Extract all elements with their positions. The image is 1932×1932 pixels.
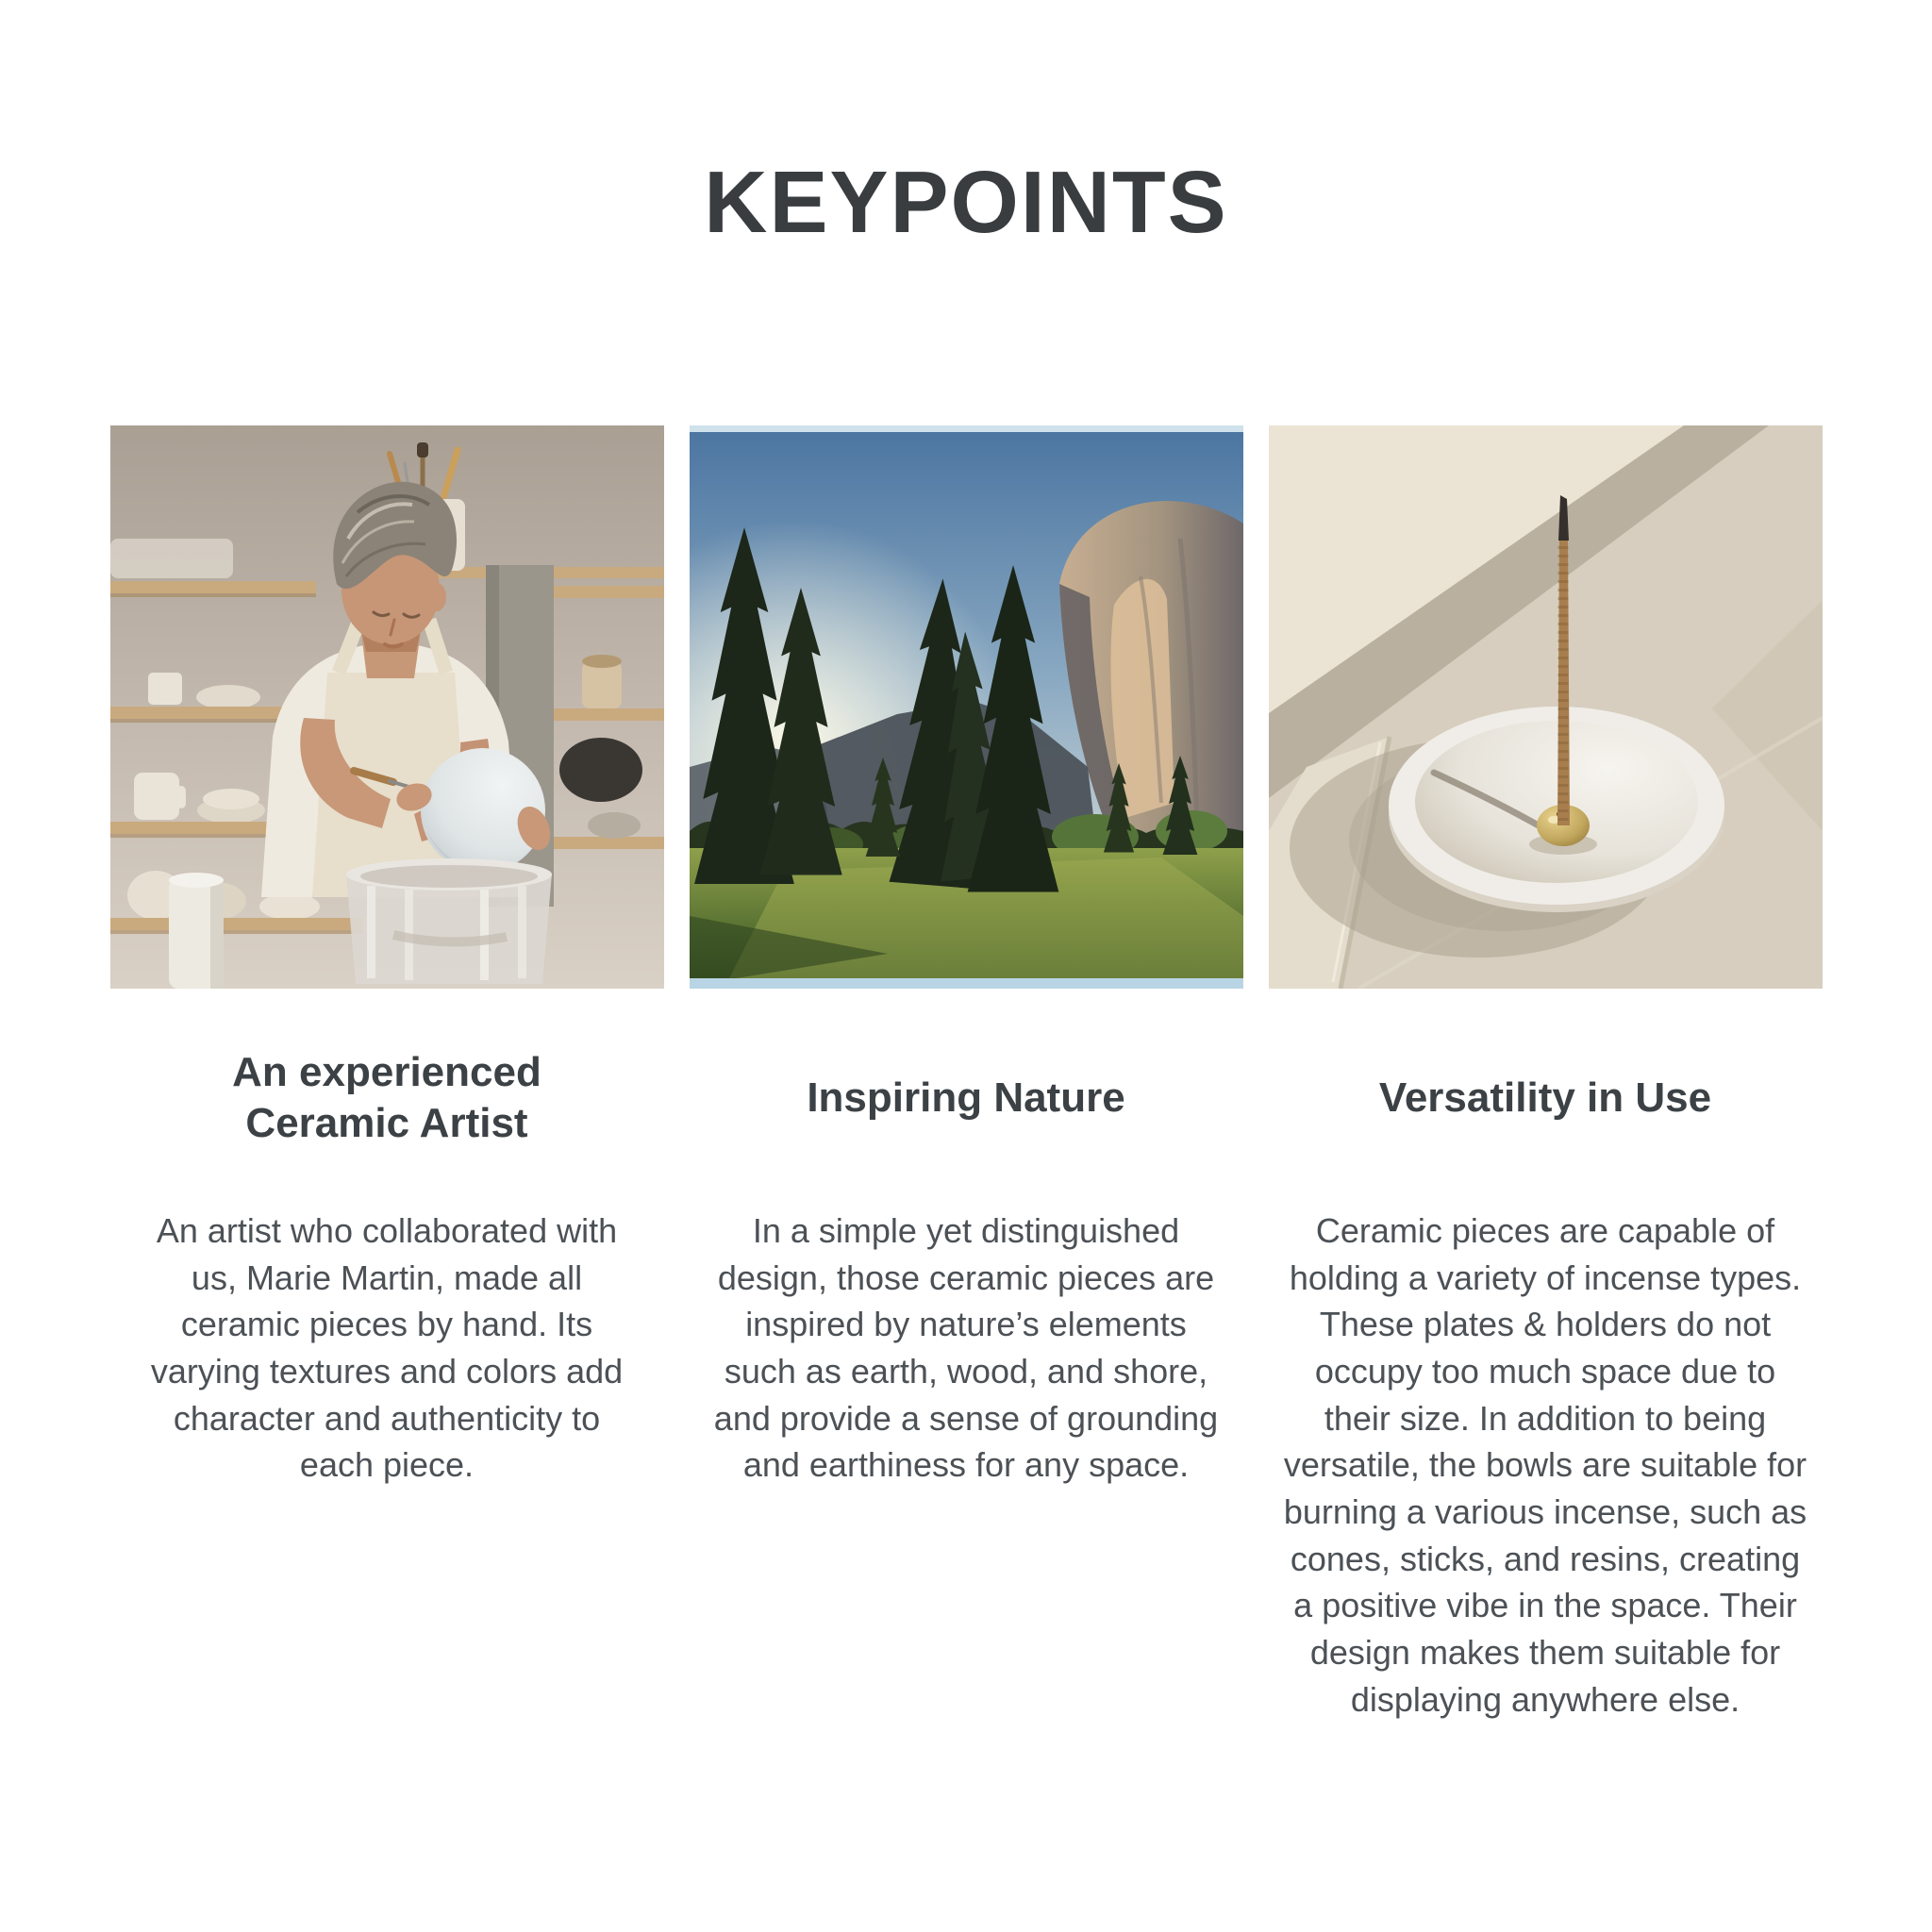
keypoint-heading-versatility: Versatility in Use xyxy=(1378,1074,1712,1122)
incense-holder-image xyxy=(1269,425,1823,989)
keypoint-heading-nature: Inspiring Nature xyxy=(807,1074,1125,1122)
keypoint-card-versatility xyxy=(1269,425,1823,1723)
keypoints-grid xyxy=(0,425,1932,1723)
nature-image xyxy=(690,425,1243,989)
yosemite-valley-illustration xyxy=(690,425,1243,989)
incense-holder-illustration xyxy=(1269,425,1823,989)
keypoint-card-artist xyxy=(110,425,664,1723)
ceramic-artist-illustration xyxy=(110,425,664,989)
ceramic-artist-image xyxy=(110,425,664,989)
page-title: KEYPOINTS xyxy=(704,153,1228,251)
keypoint-body-nature: In a simple yet distinguished design, those ceramic pieces are inspired by nature’s elements such as earth, wood, and shore, and provide a sense of grounding and earthiness for any space. xyxy=(713,1211,1219,1485)
keypoint-heading-zone xyxy=(690,989,1243,1208)
keypoints-page xyxy=(0,153,1932,1932)
keypoint-heading-zone xyxy=(1269,989,1823,1208)
keypoint-heading-zone xyxy=(110,989,664,1208)
keypoint-body-versatility: Ceramic pieces are capable of holding a variety of incense types. These plates & holders do not occupy too much space due to their size. In addition to being versatile, the bowls are suitable for burning a various incense, such as cones, sticks, and resins, creating a positive vibe in the space. Their design makes them suitable for displaying anywhere else. xyxy=(1283,1211,1807,1719)
keypoint-body-artist: An artist who collaborated with us, Marie Martin, made all ceramic pieces by hand. Its varying textures and colors add character and authenticity to each piece. xyxy=(150,1211,624,1485)
keypoint-heading-artist: An experienced Ceramic Artist xyxy=(232,1049,541,1146)
keypoint-card-nature xyxy=(690,425,1243,1723)
